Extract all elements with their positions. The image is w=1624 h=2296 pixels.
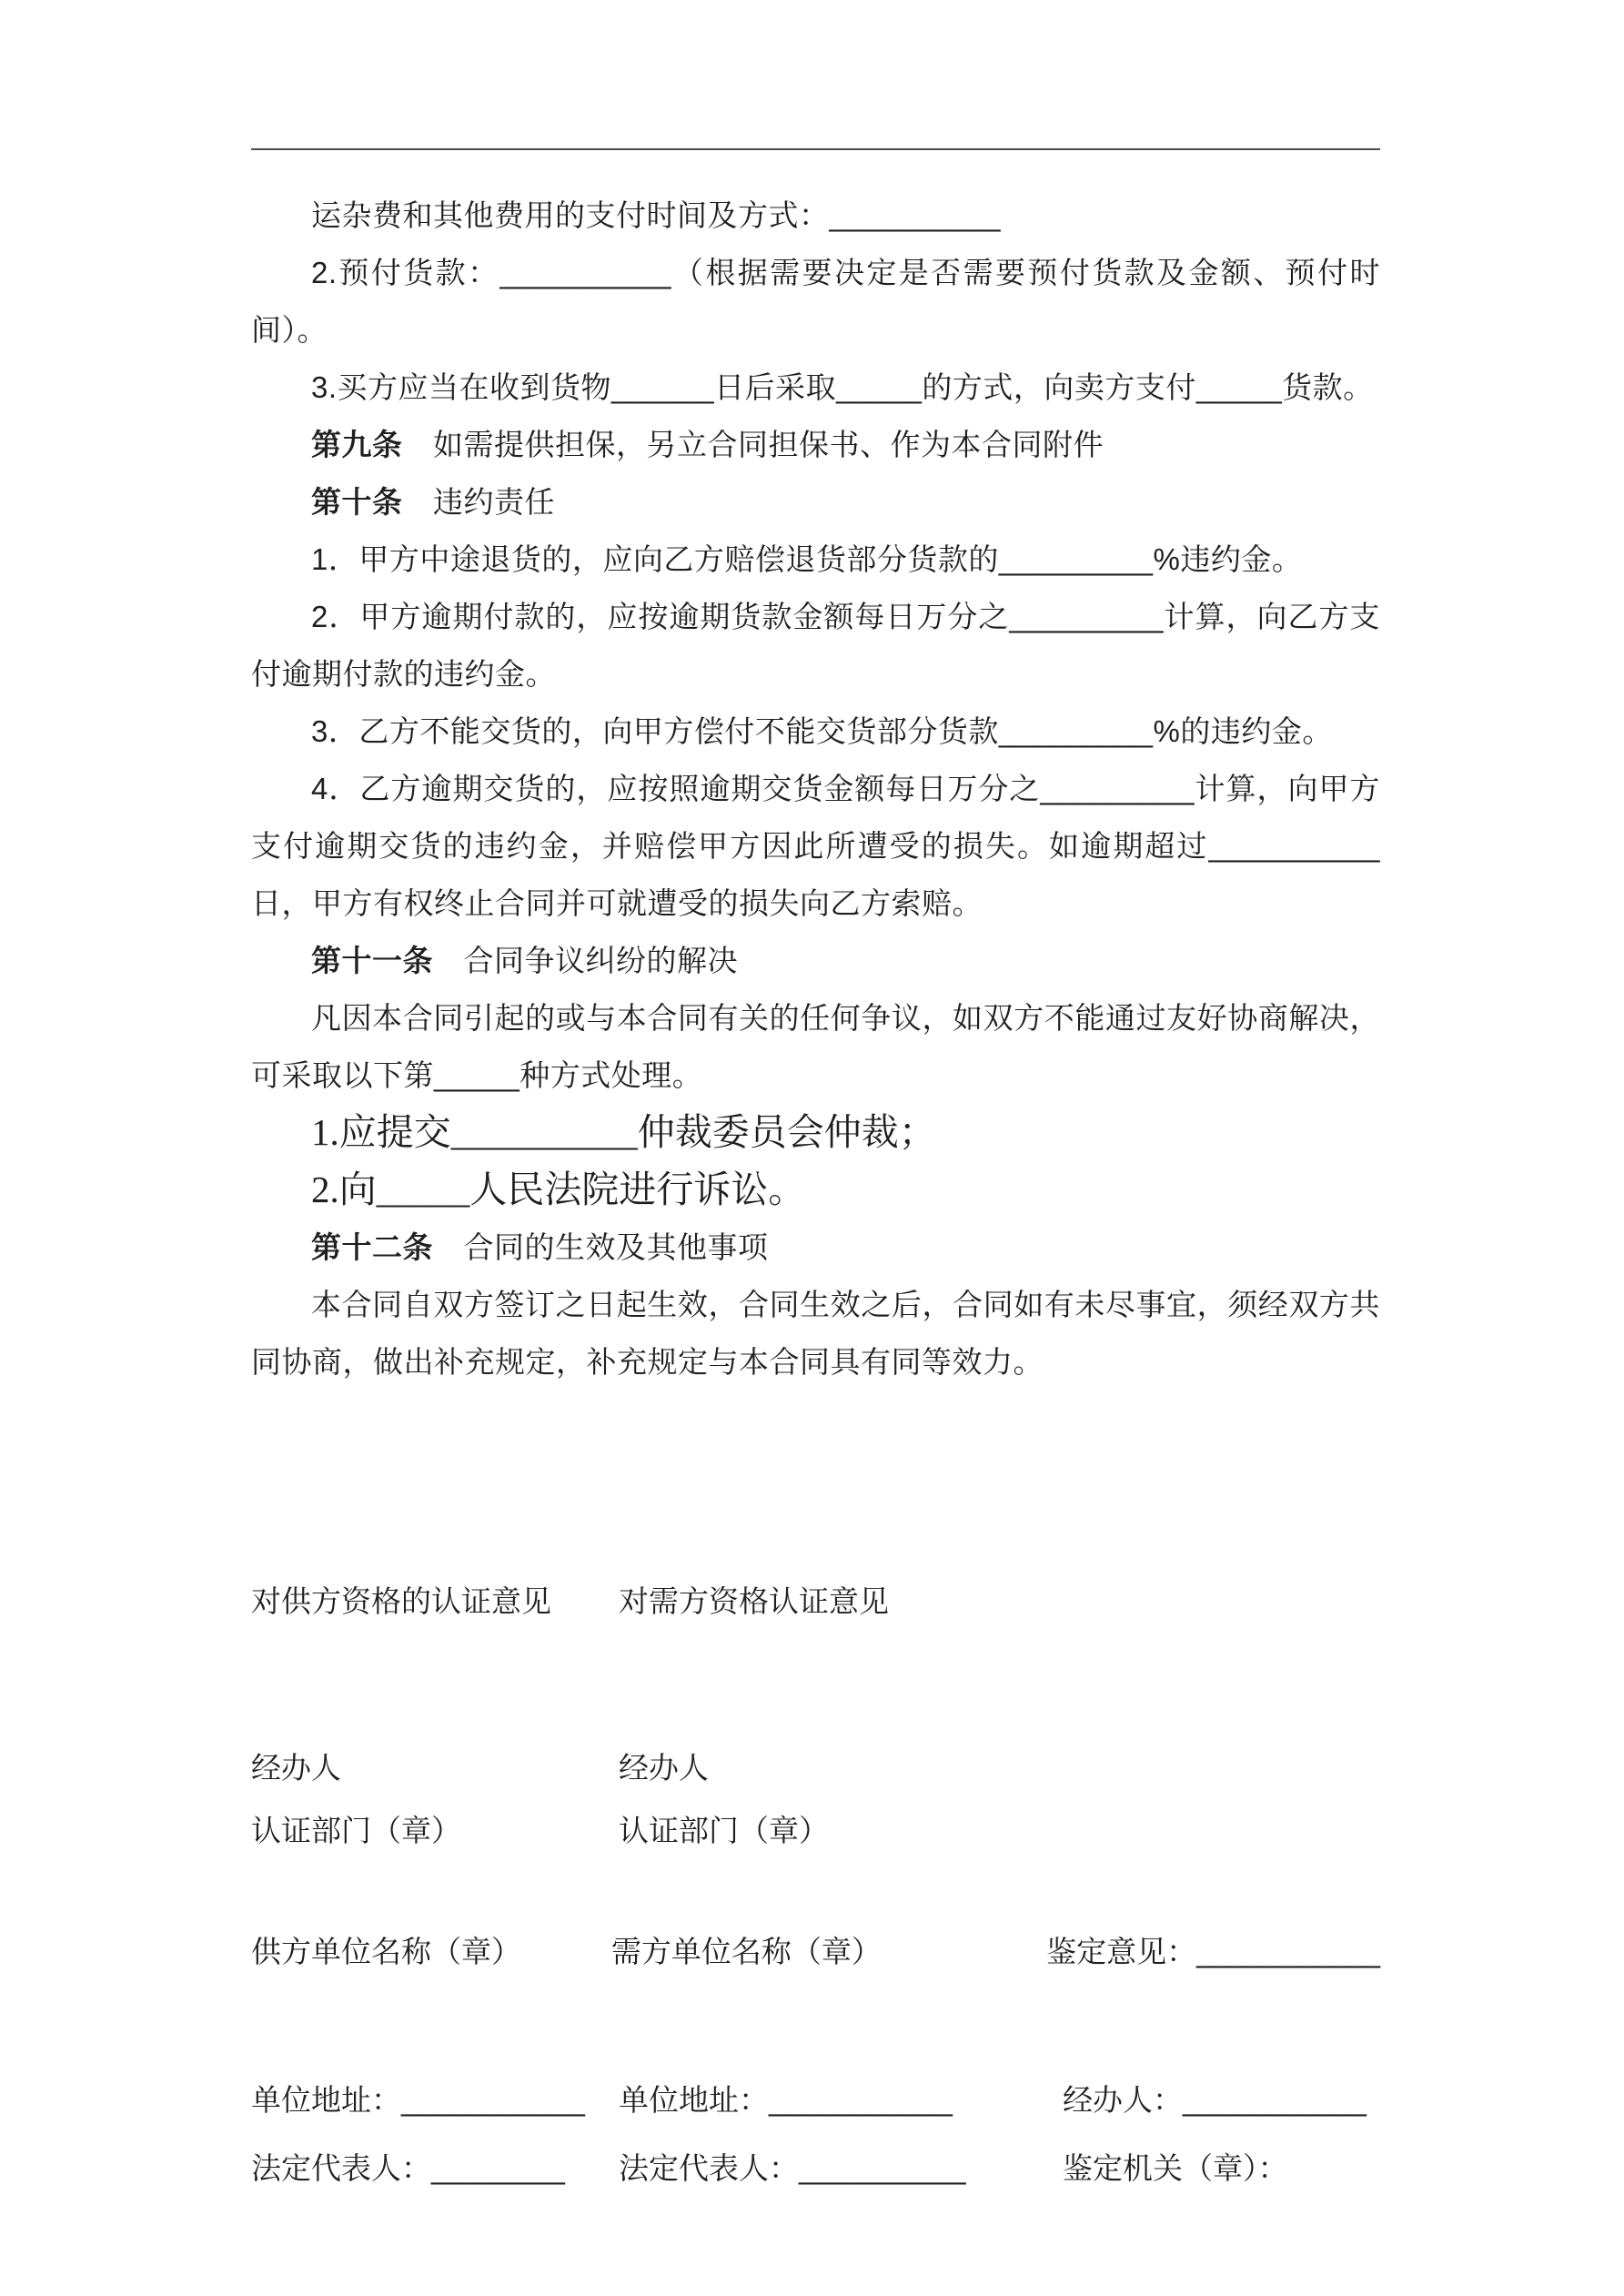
signature-cell: 供方单位名称（章） bbox=[251, 1935, 521, 1968]
text-run: 2.预付货款：__________（根据需要决定是否需要预付货款及金额、预付时间）。 bbox=[251, 256, 1380, 347]
text-run: 1.应提交__________仲裁委员会仲裁； bbox=[311, 1111, 936, 1153]
text-run: 2．甲方逾期付款的，应按逾期货款金额每日万分之_________计算，向乙方支付逾期付款的违约金。 bbox=[251, 600, 1380, 691]
text-run: 本合同自双方签订之日起生效，合同生效之后，合同如有未尽事宜，须经双方共同协商，做出补充规定，补充规定与本合同具有同等效力。 bbox=[251, 1288, 1380, 1379]
document-body bbox=[251, 187, 1380, 2197]
signature-cell: 需方单位名称（章） bbox=[610, 1935, 882, 1968]
signature-cell: 经办人 bbox=[619, 1751, 709, 1785]
paragraph-list bbox=[251, 187, 1380, 1391]
paragraph bbox=[251, 760, 1380, 932]
signature-cell: 法定代表人：__________ bbox=[619, 2151, 966, 2185]
paragraph bbox=[251, 531, 1380, 588]
clause-heading: 第九条 bbox=[311, 428, 403, 461]
signature-cell: 鉴定机关（章）： bbox=[1063, 2151, 1288, 2185]
signature-row bbox=[251, 1923, 1380, 1980]
signature-cell: 经办人：___________ bbox=[1063, 2083, 1367, 2117]
signature-cell bbox=[1063, 1802, 1380, 1859]
paragraph bbox=[251, 359, 1380, 416]
text-run: 4．乙方逾期交货的，应按照逾期交货金额每日万分之_________计算，向甲方支付逾期交货的违约金，并赔偿甲方因此所遭受的损失。如逾期超过__________日，甲方有权终止合同并可就遭受的损失向乙方索赔。 bbox=[251, 772, 1380, 920]
signature-row bbox=[251, 1739, 1380, 1796]
paragraph bbox=[251, 187, 1380, 244]
paragraph bbox=[251, 932, 1380, 989]
signature-row bbox=[251, 1573, 1380, 1630]
text-run: 合同的生效及其他事项 bbox=[433, 1230, 769, 1264]
text-run: 1．甲方中途退货的，应向乙方赔偿退货部分货款的_________%违约金。 bbox=[311, 542, 1303, 576]
paragraph bbox=[251, 473, 1380, 531]
paragraph bbox=[251, 1276, 1380, 1391]
text-run: 如需提供担保，另立合同担保书、作为本合同附件 bbox=[402, 428, 1104, 461]
signature-cell: 认证部门（章） bbox=[251, 1814, 461, 1847]
paragraph bbox=[251, 1104, 1380, 1161]
signature-cell: 经办人 bbox=[251, 1751, 341, 1785]
signature-cell: 鉴定意见：___________ bbox=[1046, 1935, 1380, 1968]
paragraph bbox=[251, 1161, 1380, 1219]
text-run: 合同争议纠纷的解决 bbox=[433, 944, 738, 977]
signature-row bbox=[251, 1802, 1380, 1859]
text-run: 凡因本合同引起的或与本合同有关的任何争议，如双方不能通过友好协商解决，可采取以下第_____种方式处理。 bbox=[251, 1001, 1380, 1092]
text-run: 违约责任 bbox=[402, 485, 555, 519]
signature-cell: 对需方资格认证意见 bbox=[619, 1584, 889, 1618]
clause-heading: 第十一条 bbox=[311, 944, 433, 977]
signature-cell: 认证部门（章） bbox=[619, 1814, 829, 1847]
paragraph bbox=[251, 1219, 1380, 1276]
paragraph bbox=[251, 989, 1380, 1104]
paragraph bbox=[251, 416, 1380, 473]
signature-cell: 对供方资格的认证意见 bbox=[251, 1584, 551, 1618]
clause-heading: 第十条 bbox=[311, 485, 403, 519]
text-run: 3.买方应当在收到货物______日后采取_____的方式，向卖方支付_____货款。 bbox=[311, 370, 1374, 404]
signature-cell bbox=[1063, 1739, 1380, 1796]
signature-cell: 单位地址：___________ bbox=[619, 2083, 953, 2117]
signature-cell bbox=[1063, 1573, 1380, 1630]
text-run: 运杂费和其他费用的支付时间及方式：__________ bbox=[311, 198, 1002, 232]
header-rule bbox=[251, 148, 1380, 150]
paragraph bbox=[251, 703, 1380, 760]
signature-cell: 单位地址：___________ bbox=[251, 2083, 585, 2117]
paragraph bbox=[251, 588, 1380, 703]
signature-row bbox=[251, 2071, 1380, 2129]
paragraph bbox=[251, 244, 1380, 359]
signature-cell: 法定代表人：________ bbox=[251, 2151, 565, 2185]
signature-row bbox=[251, 2139, 1380, 2197]
signature-block bbox=[251, 1573, 1380, 2197]
clause-heading: 第十二条 bbox=[311, 1230, 433, 1264]
text-run: 3．乙方不能交货的，向甲方偿付不能交货部分货款_________%的违约金。 bbox=[311, 714, 1333, 748]
text-run: 2.向_____人民法院进行诉讼。 bbox=[311, 1168, 806, 1210]
